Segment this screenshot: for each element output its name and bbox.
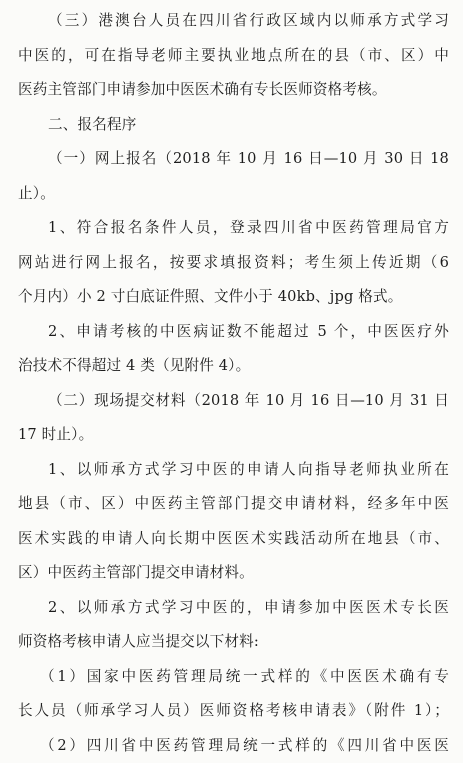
text-line-11: 治技术不得超过 4 类（见附件 4）。: [18, 349, 449, 384]
text-line-12: （二）现场提交材料（2018 年 10 月 16 日—10 月 31 日: [18, 384, 449, 419]
text-line-15: 地县（市、区）中医药主管部门提交申请材料，经多年中医: [18, 487, 449, 522]
text-line-14: 1、以师承方式学习中医的申请人向指导老师执业所在: [18, 453, 449, 488]
text-line-22: （2）四川省中医药管理局统一式样的《四川省中医医: [18, 729, 449, 763]
text-line-7: 1、符合报名条件人员，登录四川省中医药管理局官方: [18, 211, 449, 246]
text-line-2: 中医的，可在指导老师主要执业地点所在的县（市、区）中: [18, 39, 449, 74]
text-line-9: 个月内）小 2 寸白底证件照、文件小于 40kb、jpg 格式。: [18, 280, 449, 315]
text-line-8: 网站进行网上报名，按要求填报资料；考生须上传近期（6: [18, 246, 449, 281]
text-line-13: 17 时止）。: [18, 418, 449, 453]
section-heading: 二、报名程序: [18, 108, 449, 143]
text-line-10: 2、申请考核的中医病证数不能超过 5 个，中医医疗外: [18, 315, 449, 350]
text-line-3: 医药主管部门申请参加中医医术确有专长医师资格考核。: [18, 73, 449, 108]
text-line-1: （三）港澳台人员在四川省行政区域内以师承方式学习: [18, 4, 449, 39]
text-line-5: （一）网上报名（2018 年 10 月 16 日—10 月 30 日 18: [18, 142, 449, 177]
text-line-20: （1）国家中医药管理局统一式样的《中医医术确有专: [18, 660, 449, 695]
text-line-6: 止）。: [18, 177, 449, 212]
text-line-18: 2、以师承方式学习中医的，申请参加中医医术专长医: [18, 591, 449, 626]
text-line-17: 区）中医药主管部门提交申请材料。: [18, 556, 449, 591]
text-line-21: 长人员（师承学习人员）医师资格考核申请表》（附件 1）；: [18, 694, 449, 729]
text-line-16: 医术实践的申请人向长期中医医术实践活动所在地县（市、: [18, 522, 449, 557]
text-line-19: 师资格考核申请人应当提交以下材料:: [18, 625, 449, 660]
